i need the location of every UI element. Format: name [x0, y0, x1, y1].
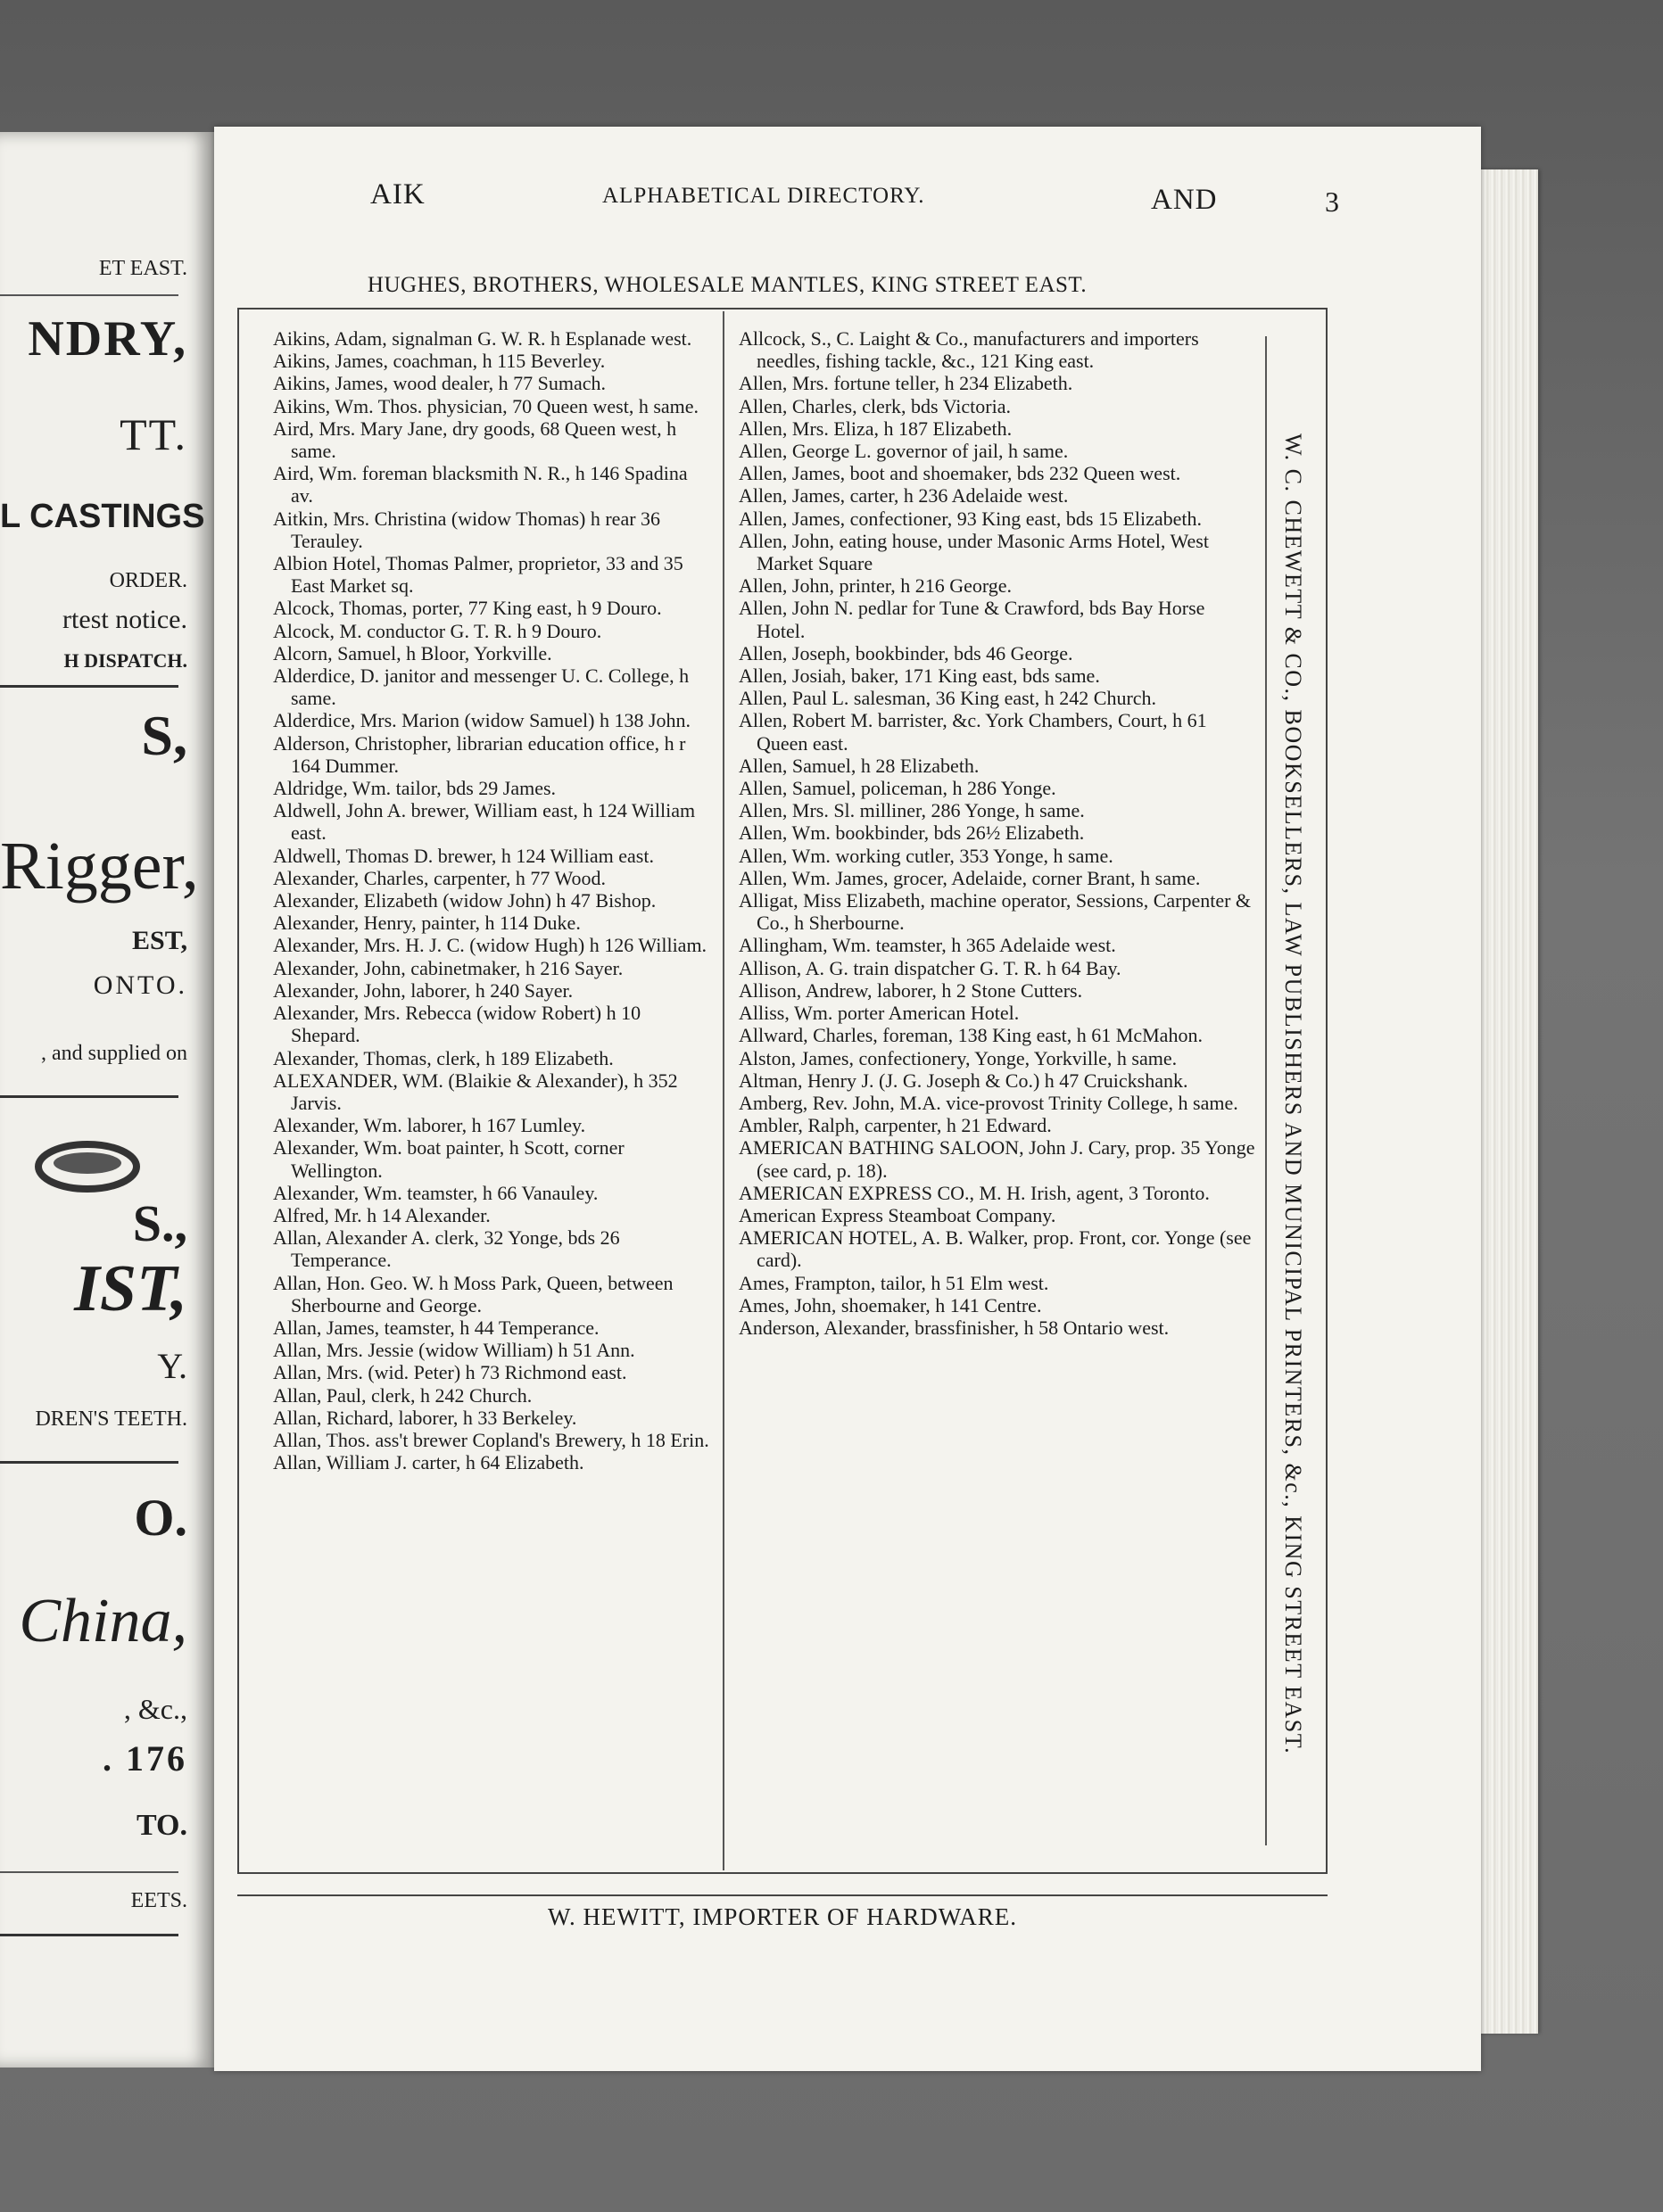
directory-entry: Allan, Mrs. Jessie (widow William) h 51 Ann. — [273, 1339, 635, 1362]
header-right-guide: AND — [1151, 184, 1218, 216]
directory-entry: Alcock, Thomas, porter, 77 King east, h 9 Douro. — [273, 597, 662, 620]
directory-entry: Allen, John, eating house, under Masonic Arms Hotel, West Market Square — [739, 529, 1209, 575]
directory-entry: Aldwell, Thomas D. brewer, h 124 William east. — [273, 844, 654, 867]
directory-entry: Allan, Alexander A. clerk, 32 Yonge, bds 26 Temperance. — [273, 1226, 620, 1272]
column-divider — [723, 311, 724, 1870]
directory-entry: Alexander, Thomas, clerk, h 189 Elizabeth. — [273, 1046, 614, 1069]
directory-entry: AMERICAN EXPRESS CO., M. H. Irish, agent, 3 Toronto. — [739, 1181, 1210, 1204]
left-page-line: China, — [19, 1587, 187, 1655]
left-page-line: S, — [141, 704, 187, 767]
directory-entry: Allingham, Wm. teamster, h 365 Adelaide west. — [739, 934, 1116, 957]
right-column — [739, 327, 1256, 1339]
left-page-rule — [0, 1095, 178, 1098]
left-page-line: rtest notice. — [62, 605, 187, 634]
directory-entry: Alexander, John, cabinetmaker, h 216 Sayer. — [273, 956, 624, 979]
directory-entry: Allen, Joseph, bookbinder, bds 46 George. — [739, 641, 1073, 664]
left-page-line: . 176 — [103, 1738, 187, 1779]
directory-entry: Ames, Frampton, tailor, h 51 Elm west. — [739, 1271, 1049, 1294]
directory-entry: Alliss, Wm. porter American Hotel. — [739, 1002, 1020, 1025]
header-title: ALPHABETICAL DIRECTORY. — [602, 184, 925, 208]
page-number: 3 — [1325, 186, 1339, 218]
directory-entry: Alexander, Wm. teamster, h 66 Vanauley. — [273, 1181, 599, 1204]
directory-entry: Allen, James, confectioner, 93 King east, bds 15 Elizabeth. — [739, 507, 1203, 530]
running-head — [366, 178, 1347, 223]
directory-entry: Aitkin, Mrs. Christina (widow Thomas) h rear 36 Terauley. — [273, 507, 661, 552]
left-page-line: ORDER. — [109, 569, 187, 592]
directory-entry: American Express Steamboat Company. — [739, 1203, 1056, 1226]
directory-entry: Allen, Samuel, policeman, h 286 Yonge. — [739, 777, 1056, 800]
entries-frame — [237, 308, 1328, 1874]
left-page-line: O. — [134, 1489, 187, 1547]
bottom-advert-banner: W. HEWITT, IMPORTER OF HARDWARE. — [237, 1894, 1328, 1931]
directory-entry: Allen, Charles, clerk, bds Victoria. — [739, 394, 1011, 417]
directory-entry: Allen, Mrs. fortune teller, h 234 Elizabeth. — [739, 372, 1073, 395]
left-page-line: ET EAST. — [98, 257, 187, 280]
directory-entry: Alfred, Mr. h 14 Alexander. — [273, 1203, 491, 1226]
left-page-line: ONTO. — [93, 970, 187, 1000]
left-page-fragment — [0, 132, 214, 2068]
directory-entry: Alderson, Christopher, librarian education office, h r 164 Dummer. — [273, 731, 686, 777]
directory-entry: Alderdice, Mrs. Marion (widow Samuel) h 138 John. — [273, 709, 691, 732]
directory-entry: Aldwell, John A. brewer, William east, h 124 William east. — [273, 799, 696, 845]
directory-entry: Allen, James, boot and shoemaker, bds 232 Queen west. — [739, 462, 1181, 485]
directory-entry: Alderdice, D. janitor and messenger U. C. College, h same. — [273, 664, 690, 710]
directory-entry: Allen, John N. pedlar for Tune & Crawford, bds Bay Horse Hotel. — [739, 597, 1205, 642]
directory-entry: Aikins, Wm. Thos. physician, 70 Queen west, h same. — [273, 394, 699, 417]
directory-entry: Alexander, John, laborer, h 240 Sayer. — [273, 978, 574, 1002]
directory-entry: Ambler, Ralph, carpenter, h 21 Edward. — [739, 1114, 1052, 1137]
directory-entry: Alexander, Elizabeth (widow John) h 47 Bishop. — [273, 889, 657, 912]
left-page-rule — [0, 1934, 178, 1936]
directory-entry: Aikins, James, coachman, h 115 Beverley. — [273, 350, 606, 373]
left-page-line: L CASTINGS — [0, 498, 205, 535]
directory-entry: Allan, James, teamster, h 44 Temperance. — [273, 1316, 600, 1339]
directory-entry: ALEXANDER, WM. (Blaikie & Alexander), h 352 Jarvis. — [273, 1069, 678, 1114]
directory-entry: Aikins, Adam, signalman G. W. R. h Esplanade west. — [273, 327, 692, 350]
directory-entry: Allen, John, printer, h 216 George. — [739, 574, 1013, 598]
directory-entry: Allen, Mrs. Sl. milliner, 286 Yonge, h same. — [739, 799, 1085, 822]
directory-entry: Alexander, Henry, painter, h 114 Duke. — [273, 912, 581, 935]
directory-entry: Allen, Wm. working cutler, 353 Yonge, h same. — [739, 844, 1113, 867]
directory-entry: Allan, Paul, clerk, h 242 Church. — [273, 1383, 533, 1407]
left-page-line: DREN'S TEETH. — [35, 1407, 187, 1431]
directory-entry: Anderson, Alexander, brassfinisher, h 58 Ontario west. — [739, 1316, 1170, 1339]
left-page-rule — [0, 685, 178, 688]
directory-entry: Altman, Henry J. (J. G. Joseph & Co.) h 47 Cruickshank. — [739, 1069, 1188, 1092]
left-page-line: IST, — [74, 1252, 187, 1325]
directory-entry: Alexander, Charles, carpenter, h 77 Wood. — [273, 866, 606, 889]
directory-entry: Alexander, Mrs. H. J. C. (widow Hugh) h 126 William. — [273, 934, 707, 957]
directory-entry: Allan, Richard, laborer, h 33 Berkeley. — [273, 1406, 577, 1429]
directory-entry: Amberg, Rev. John, M.A. vice-provost Trinity College, h same. — [739, 1091, 1238, 1114]
directory-entry: Alston, James, confectionery, Yonge, Yorkville, h same. — [739, 1046, 1178, 1069]
directory-entry: Allan, Thos. ass't brewer Copland's Brewery, h 18 Erin. — [273, 1428, 709, 1451]
directory-entry: Allan, Mrs. (wid. Peter) h 73 Richmond east. — [273, 1361, 627, 1384]
directory-entry: Aldridge, Wm. tailor, bds 29 James. — [273, 777, 557, 800]
directory-entry: Ames, John, shoemaker, h 141 Centre. — [739, 1293, 1042, 1316]
directory-entry: Alexander, Wm. boat painter, h Scott, corner Wellington. — [273, 1136, 625, 1182]
left-page-line: , &c., — [123, 1693, 187, 1725]
left-page-line: EETS. — [130, 1889, 187, 1912]
left-page-line: Rigger, — [0, 829, 199, 904]
directory-entry: Allen, Paul L. salesman, 36 King east, h 242 Church. — [739, 687, 1157, 710]
directory-entry: Alexander, Wm. laborer, h 167 Lumley. — [273, 1114, 586, 1137]
left-page-line: NDRY, — [28, 311, 187, 367]
directory-entry: Allen, George L. governor of jail, h same. — [739, 440, 1069, 463]
left-page-line: S., — [132, 1194, 187, 1252]
left-page-line: , and supplied on — [41, 1042, 187, 1065]
directory-entry: Alexander, Mrs. Rebecca (widow Robert) h 10 Shepard. — [273, 1002, 641, 1047]
directory-entry: Allward, Charles, foreman, 138 King east, h 61 McMahon. — [739, 1024, 1203, 1047]
directory-entry: Alligat, Miss Elizabeth, machine operator, Sessions, Carpenter & Co., h Sherbourne. — [739, 889, 1252, 935]
left-page-rule — [0, 1871, 178, 1873]
directory-entry: Alcock, M. conductor G. T. R. h 9 Douro. — [273, 619, 602, 642]
directory-entry: Allen, James, carter, h 236 Adelaide west. — [739, 484, 1069, 508]
left-page-rule — [0, 1461, 178, 1464]
directory-entry: Allen, Robert M. barrister, &c. York Chambers, Court, h 61 Queen east. — [739, 709, 1207, 755]
directory-entry: Aikins, James, wood dealer, h 77 Sumach. — [273, 372, 607, 395]
top-advert-banner: HUGHES, BROTHERS, WHOLESALE MANTLES, KING STREET EAST. — [367, 273, 1088, 297]
directory-entry: Allen, Samuel, h 28 Elizabeth. — [739, 754, 980, 777]
left-page-line: TO. — [136, 1809, 187, 1842]
directory-entry: AMERICAN HOTEL, A. B. Walker, prop. Front, cor. Yonge (see card). — [739, 1226, 1252, 1272]
directory-entry: Aird, Mrs. Mary Jane, dry goods, 68 Queen west, h same. — [273, 417, 677, 463]
header-left-guide: AIK — [370, 178, 426, 210]
left-page-line: TT. — [120, 409, 187, 459]
directory-entry: Allison, Andrew, laborer, h 2 Stone Cutters. — [739, 978, 1083, 1002]
directory-entry: Aird, Wm. foreman blacksmith N. R., h 146 Spadina av. — [273, 462, 688, 508]
directory-entry: Allan, Hon. Geo. W. h Moss Park, Queen, between Sherbourne and George. — [273, 1271, 674, 1316]
directory-entry: AMERICAN BATHING SALOON, John J. Cary, prop. 35 Yonge (see card, p. 18). — [739, 1136, 1255, 1182]
directory-entry: Allen, Josiah, baker, 171 King east, bds same. — [739, 664, 1100, 688]
left-page-rule — [0, 294, 178, 296]
directory-entry: Allcock, S., C. Laight & Co., manufacturers and importers needles, fishing tackle, &c., 121 King east. — [739, 327, 1199, 373]
left-page-line: Y. — [157, 1346, 187, 1386]
directory-entry: Albion Hotel, Thomas Palmer, proprietor, 33 and 35 East Market sq. — [273, 552, 683, 598]
left-page-line: EST, — [132, 926, 187, 955]
left-page-line: H DISPATCH. — [63, 649, 187, 672]
directory-entry: Allen, Mrs. Eliza, h 187 Elizabeth. — [739, 417, 1013, 440]
engraving-icon — [16, 1131, 150, 1202]
side-advert-banner: W. C. CHEWETT & CO., BOOKSELLERS, LAW PUBLISHERS AND MUNICIPAL PRINTERS, &c., KING STREET EAST. — [1280, 433, 1306, 1755]
directory-entry: Allison, A. G. train dispatcher G. T. R. h 64 Bay. — [739, 956, 1121, 979]
directory-entry: Alcorn, Samuel, h Bloor, Yorkville. — [273, 641, 552, 664]
directory-entry: Allen, Wm. James, grocer, Adelaide, corner Brant, h same. — [739, 866, 1201, 889]
directory-entry: Allen, Wm. bookbinder, bds 26½ Elizabeth. — [739, 821, 1085, 845]
left-column — [273, 327, 710, 1473]
directory-entry: Allan, William J. carter, h 64 Elizabeth. — [273, 1451, 584, 1474]
